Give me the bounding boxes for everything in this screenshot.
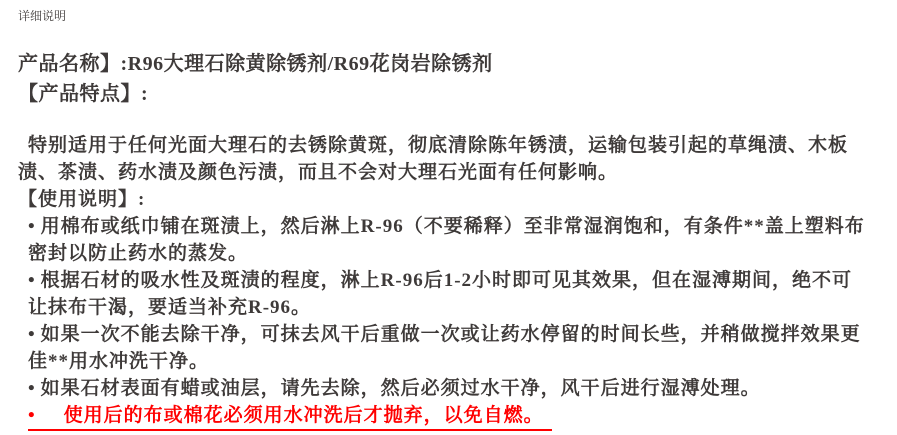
bullet-icon: • — [28, 216, 36, 237]
bullet-icon: • — [28, 324, 36, 345]
usage-heading: 【使用说明】: — [18, 189, 146, 210]
warning-underline-wrap — [28, 402, 552, 431]
product-name-title: 产品名称】:R96大理石除黄除锈剂/R69花岗岩除锈剂 — [18, 53, 493, 75]
usage-item-text: 用棉布或纸巾铺在斑渍上，然后淋上R-96（不要稀释）至非常湿润饱和，有条件**盖上塑料布密封以防止药水的蒸发。 — [28, 216, 865, 264]
usage-item — [28, 267, 869, 321]
usage-item-text: 根据石材的吸水性及斑渍的程度，淋上R-96后1-2小时即可见其效果，但在湿溥期间，绝不可让抹布干渴，要适当补充R-96。 — [28, 270, 853, 318]
warning-text: 使用后的布或棉花必须用水冲洗后才抛弃，以免自燃。 — [63, 405, 544, 426]
usage-item — [28, 213, 869, 267]
features-heading: 【产品特点】: — [18, 83, 149, 105]
usage-list — [18, 213, 869, 431]
features-paragraph: 特别适用于任何光面大理石的去锈除黄斑，彻底清除陈年锈渍，运输包装引起的草绳渍、木板渍、茶渍、药水渍及颜色污渍，而且不会对大理石光面有任何影响。 — [18, 135, 849, 183]
bullet-icon: • — [28, 378, 36, 399]
usage-item-text: 如果石材表面有蜡或油层，请先去除，然后必须过水干净，风干后进行湿溥处理。 — [40, 378, 761, 399]
usage-item-text: 如果一次不能去除干净，可抹去风干后重做一次或让药水停留的时间长些，并稍做搅拌效果更佳**用水冲洗干净。 — [28, 324, 861, 372]
bullet-icon: • — [28, 270, 36, 291]
warning-item — [28, 402, 869, 431]
usage-item — [28, 321, 869, 375]
bullet-icon: • — [28, 405, 36, 426]
usage-item — [28, 375, 869, 402]
detail-section-label: 详细说明 — [18, 9, 67, 23]
